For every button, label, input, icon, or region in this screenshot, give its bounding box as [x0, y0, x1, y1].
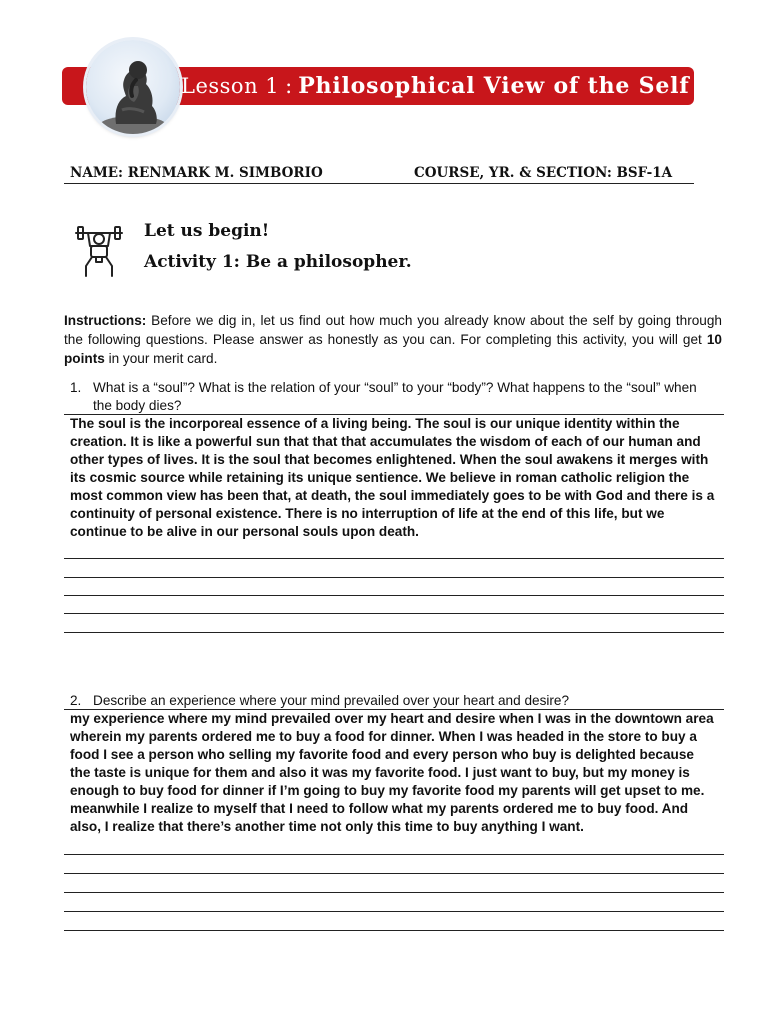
answer-line	[64, 558, 724, 559]
instructions-paragraph	[64, 311, 722, 368]
answer-line	[64, 595, 724, 596]
answer-line	[64, 854, 724, 855]
instructions-text-end: in your merit card.	[108, 351, 218, 366]
instructions-text: Before we dig in, let us find out how much you already know about the self by going through the following questions. Please answer as honestly as you can. For completing this activity, you will get	[64, 313, 722, 347]
lesson-topic: Philosophical View of the Self	[298, 73, 690, 99]
answer-2-text[interactable]: my experience where my mind prevailed over my heart and desire when I was in the downtown area wherein my parents ordered me to buy a food for dinner. When I was headed in the store to buy a food I see a person who selling my favorite food and every person who buy is delighted because the taste is unique for them and also it was my favorite food. I just want to buy, but my money is enough to buy food for dinner if I’m going to buy my favorite food my parents will get upset to me. meanwhile I realize to myself that I need to follow what my parents ordered me to buy food. And also, I realize that there’s another time not only this time to buy anything I want.	[70, 711, 714, 834]
instructions-label: Instructions:	[64, 313, 147, 328]
lesson-label: Lesson 1	[181, 74, 280, 98]
question-number: 2.	[70, 693, 82, 708]
question-text: Describe an experience where your mind prevailed over your heart and desire?	[93, 693, 570, 708]
question-text: What is a “soul”? What is the relation of your “soul” to your “body”? What happens to the “soul” when the body dies?	[93, 380, 697, 413]
student-name: NAME: RENMARK M. SIMBORIO	[70, 165, 323, 181]
weightlifter-icon	[74, 224, 124, 278]
answer-line	[64, 632, 724, 633]
question-1	[70, 379, 710, 414]
answer-line	[64, 892, 724, 893]
answer-line	[64, 911, 724, 912]
answer-line	[64, 930, 724, 931]
banner-title	[181, 68, 690, 104]
answer-1-text[interactable]: The soul is the incorporeal essence of a living being. The soul is our unique identity within the creation. It is like a powerful sun that that that accumulates the wisdom of each of our human and other types of lives. It is the soul that becomes enlightened. When the soul awakens it merges with its cosmic source while retaining its unique sentience. We believe in roman catholic religion the most common view has been that, at death, the soul immediately goes to be with God and there is a continuity of personal existence. There is no interruption of life at the end of this life, but we continue to be alive in our personal souls upon death.	[70, 416, 715, 539]
student-info-row	[64, 163, 694, 184]
activity-title: Activity 1: Be a philosopher.	[144, 252, 412, 272]
answer-line	[64, 613, 724, 614]
merit-points: 10 points	[64, 332, 722, 366]
question-number: 1.	[70, 380, 82, 395]
thinker-statue-logo	[86, 40, 180, 134]
question-2	[70, 692, 710, 710]
student-course: COURSE, YR. & SECTION: BSF-1A	[414, 165, 673, 181]
lesson-separator: :	[285, 74, 293, 98]
answer-line	[64, 873, 724, 874]
answer-line	[64, 577, 724, 578]
lets-begin-heading: Let us begin!	[144, 221, 270, 241]
